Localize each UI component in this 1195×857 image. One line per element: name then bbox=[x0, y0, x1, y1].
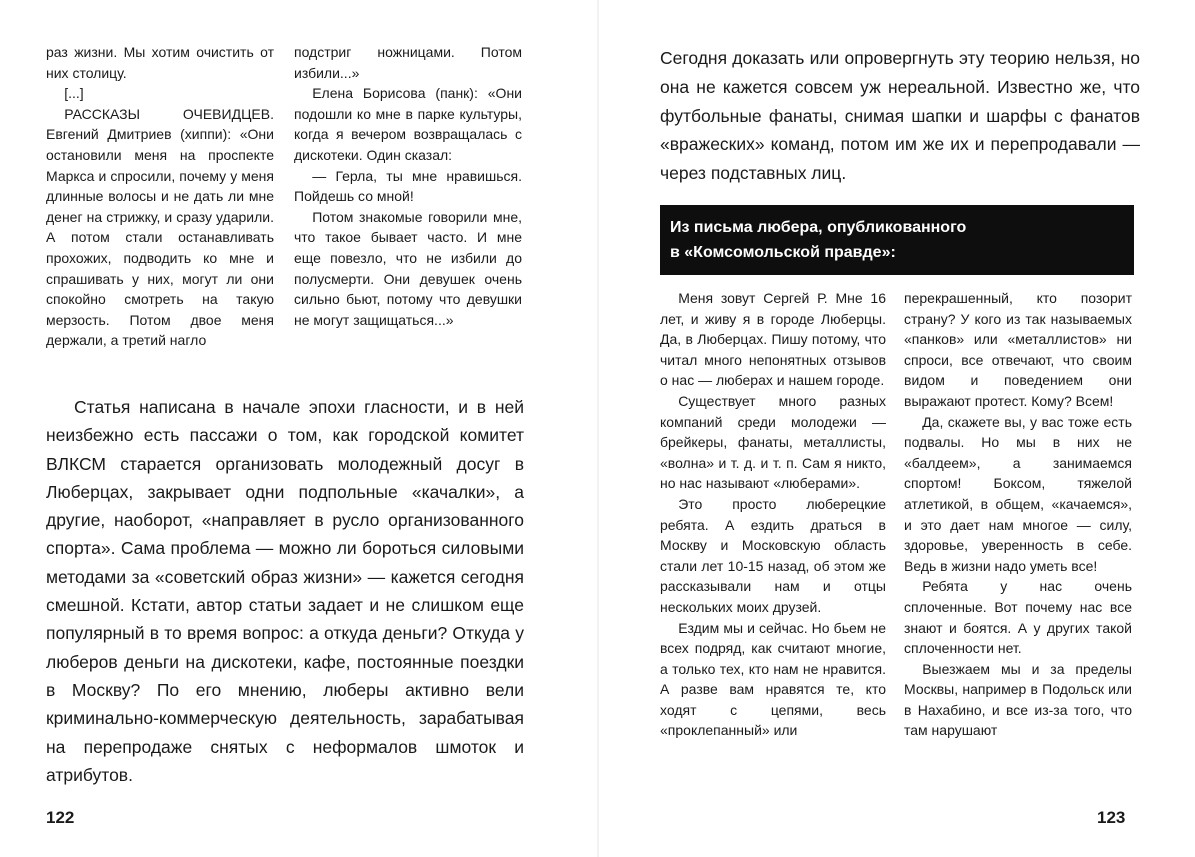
right-page-column-1 bbox=[660, 288, 886, 741]
paragraph: Это просто люберецкие ребята. А ездить драться в Москву и Московскую область стали лет 10-15 назад, об этом же рассказывали нам и отцы нескольких моих друзей. bbox=[660, 495, 886, 615]
banner-line: в «Комсомольской правде»: bbox=[670, 244, 896, 261]
paragraph: РАССКАЗЫ ОЧЕВИДЦЕВ. Евгений Дмитриев (хиппи): «Они остановили меня на проспекте Маркса и спросили, почему у меня длинные волосы и не дать ли мне денег на стрижку, и сразу ударили. А потом стали останавливать прохожих, подводить ко мне и спрашивать у них, могут ли они спокойно смотреть на такую мерзость. Потом двое меня держали, а третий нагло bbox=[46, 105, 274, 349]
left-page-column-1 bbox=[46, 42, 274, 351]
paragraph: Ездим мы и сейчас. Но бьем не всех подряд, как считают многие, а только тех, кто нам не нравится. А разве вам нравятся те, кто ходят с цепями, весь «проклепанный» или bbox=[660, 619, 886, 739]
ellipsis-marker: [...] bbox=[64, 85, 84, 102]
right-page-top-text bbox=[660, 44, 1140, 188]
paragraph: Существует много разных компаний среди молодежи — брейкеры, фанаты, металлисты, «волна» и т. д. и т. п. Сам я никто, но нас называют «люберами». bbox=[660, 392, 886, 492]
paragraph: Выезжаем мы и за пределы Москвы, например в Подольск или в Нахабино, и все из-за того, что там нарушают bbox=[904, 660, 1132, 739]
paragraph: Потом знакомые говорили мне, что такое бывает часто. И мне еще повезло, что не избили до полусмерти. Они девушек очень сильно бьют, потому что девушки не могут защищаться...» bbox=[294, 208, 522, 328]
left-page-body-text bbox=[46, 393, 524, 789]
paragraph: перекрашенный, кто позорит страну? У кого из так называемых «панков» или «металлистов» ни спроси, все отвечают, что своим видом и поведением они выражают протест. Кому? Всем! bbox=[904, 290, 1132, 409]
letter-heading-banner bbox=[660, 205, 1134, 275]
paragraph: Да, скажете вы, у вас тоже есть подвалы. Но мы в них не «балдеем», а занимаемся спортом! Боксом, тяжелой атлетикой, в общем, «качаемся», и это дает нам многое — силу, здоровье, уверенность в себе. Ведь в жизни надо уметь все! bbox=[904, 413, 1132, 574]
paragraph: Елена Борисова (панк): «Они подошли ко мне в парке культуры, когда я вечером возвращалась с дискотеки. Один сказал: bbox=[294, 85, 522, 163]
paragraph: подстриг ножницами. Потом избили...» bbox=[294, 44, 522, 81]
paragraph: раз жизни. Мы хотим очистить от них столицу. bbox=[46, 44, 274, 81]
page-number: 122 bbox=[46, 808, 75, 827]
paragraph: Статья написана в начале эпохи гласности, и в ней неизбежно есть пассажи о том, как городской комитет ВЛКСМ старается организовать молодежный досуг в Люберцах, закрывает одни подпольные «качалки», а другие, наоборот, «направляет в русло организованного спорта». Сама проблема — можно ли бороться силовыми методами за «советский образ жизни» — кажется сегодня смешной. Кстати, автор статьи задает и не слишком еще популярный в то время вопрос: а откуда деньги? Откуда у люберов деньги на дискотеки, кафе, постоянные поездки в Москву? По его мнению, люберы активно вели криминально-коммерческую деятельность, зарабатывая на перепродаже снятых с неформалов шмоток и атрибутов. bbox=[46, 397, 524, 785]
paragraph: Сегодня доказать или опровергнуть эту теорию нельзя, но она не кажется совсем уж нереальной. Известно же, что футбольные фанаты, снимая шапки и шарфы с фанатов «вражеских» команд, потом им же их и перепродавали — через подставных лиц. bbox=[660, 48, 1140, 184]
left-page-column-2 bbox=[294, 42, 522, 330]
paragraph: Ребята у нас очень сплоченные. Вот почему нас все знают и боятся. А у других такой сплоченности нет. bbox=[904, 578, 1132, 657]
banner-line: Из письма любера, опубликованного bbox=[670, 219, 967, 236]
right-page-column-2 bbox=[904, 288, 1132, 741]
right-page bbox=[598, 0, 1195, 857]
paragraph: Меня зовут Сергей Р. Мне 16 лет, и живу я в городе Люберцы. Да, в Люберцах. Пишу потому, что читал много непонятных отзывов о нас — люберах и нашем городе. bbox=[660, 290, 886, 389]
paragraph: — Герла, ты мне нравишься. Пойдешь со мной! bbox=[294, 167, 522, 205]
left-page bbox=[0, 0, 597, 857]
page-number: 123 bbox=[1097, 808, 1126, 827]
